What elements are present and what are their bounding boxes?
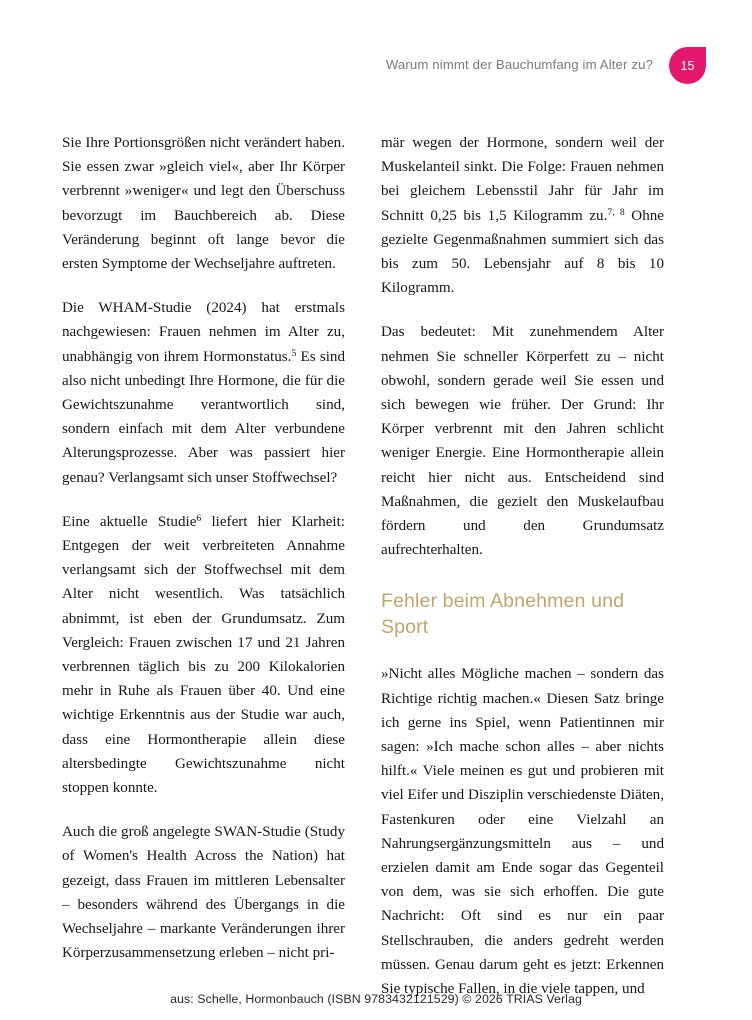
page-number: 15 xyxy=(680,58,695,73)
running-head xyxy=(60,47,706,87)
paragraph-text: Die WHAM-Studie (2024) hat erstmals nachgewiesen: Frauen nehmen im Alter zu, unabhängig von ihrem Hormonstatus. xyxy=(62,300,345,365)
paragraph: Auch die groß angelegte SWAN-Studie (Study of Women's Health Across the Nation) hat gezeigt, dass Frauen im mittleren Lebensalter – besonders während des Übergangs in die Wechseljahre – markante Veränderungen ihrer Körperzusammensetzung erleben – nicht pri- xyxy=(62,824,345,962)
footnote-marker: 6 xyxy=(196,512,202,524)
right-column xyxy=(381,131,664,1001)
paragraph-text-continued: Es sind also nicht unbedingt Ihre Hormone, die für die Gewichtszunahme verantwortlich sind, sondern einfach mit dem Alter verbundene Alterungsprozesse. Aber was passiert hier genau? Verlangsamt sich unser Stoffwechsel? xyxy=(62,348,345,486)
paragraph xyxy=(381,131,664,300)
paragraph-text-continued: Ohne gezielte Gegenmaßnahmen summiert sich das bis zum 50. Lebensjahr auf 8 bis 10 Kilogramm. xyxy=(381,207,664,297)
body-columns xyxy=(62,131,690,998)
footer-source-line: aus: Schelle, Hormonbauch (ISBN 9783432121529) © 2026 TRIAS Verlag xyxy=(170,992,582,1006)
page-number-badge xyxy=(669,47,706,84)
footnote-marker: 5 xyxy=(291,347,297,359)
paragraph: Sie Ihre Portionsgrößen nicht verändert haben. Sie essen zwar »gleich viel«, aber Ihr Körper verbrennt »weniger« und legt den Überschuss bevorzugt im Bauchbereich ab. Diese Veränderung beginnt oft lange bevor die ersten Symptome der Wechseljahre auftreten. xyxy=(62,135,345,273)
paragraph xyxy=(62,296,345,490)
paragraph-text-continued: liefert hier Klarheit: Entgegen der weit verbreiteten Annahme verlangsamt sich der Stoffwechsel mit dem Alter nicht wesentlich. Was tatsächlich abnimmt, ist eben der Grundumsatz. Zum Vergleich: Frauen zwischen 17 und 21 Jahren verbrennen täglich bis zu 200 Kilokalorien mehr in Ruhe als Frauen über 40. Und eine wichtige Erkenntnis aus der Studie war auch, dass eine Hormontherapie allein diese altersbedingte Gewichtszunahme nicht stoppen konnte. xyxy=(62,513,345,797)
left-column xyxy=(62,131,345,966)
paragraph-text: mär wegen der Hormone, sondern weil der Muskelanteil sinkt. Die Folge: Frauen nehmen bei gleichem Lebensstil Jahr für Jahr im Schnitt 0,25 bis 1,5 Kilogramm zu. xyxy=(381,135,664,224)
section-heading: Fehler beim Abnehmen und Sport xyxy=(381,590,625,639)
paragraph-text: Eine aktuelle Studie xyxy=(62,513,197,530)
paragraph: »Nicht alles Mögliche machen – sondern das Richtige richtig machen.« Diesen Satz bringe ich gerne ins Spiel, wenn Patientinnen mir sagen: »Ich mache schon alles – aber nichts hilft.« Viele meinen es gut und probieren mit viel Eifer und Disziplin verschiedenste Diäten, Fastenkuren oder eine Vielzahl an Nahrungsergänzungsmitteln aus – und erzielen damit am Ende sogar das Gegenteil von dem, was sie sich erhoffen. Die gute Nachricht: Oft sind es nur ein paar Stellschrauben, die anders gedreht werden müssen. Genau darum geht es jetzt: Erkennen Sie typische Fallen, in die viele tappen, und xyxy=(381,666,664,998)
footnote-marker: 7, 8 xyxy=(607,206,625,218)
running-head-title: Warum nimmt der Bauchumfang im Alter zu? xyxy=(385,57,653,72)
paragraph: Das bedeutet: Mit zunehmendem Alter nehmen Sie schneller Körperfett zu – nicht obwohl, sondern gerade weil Sie essen und sich bewegen wie früher. Der Grund: Ihr Körper verbrennt mit den Jahren schlicht weniger Energie. Eine Hormontherapie allein reicht hier nicht aus. Entscheidend sind Maßnahmen, die gezielt den Muskelaufbau fördern und den Grundumsatz aufrechterhalten. xyxy=(381,324,664,559)
paragraph xyxy=(62,510,345,800)
